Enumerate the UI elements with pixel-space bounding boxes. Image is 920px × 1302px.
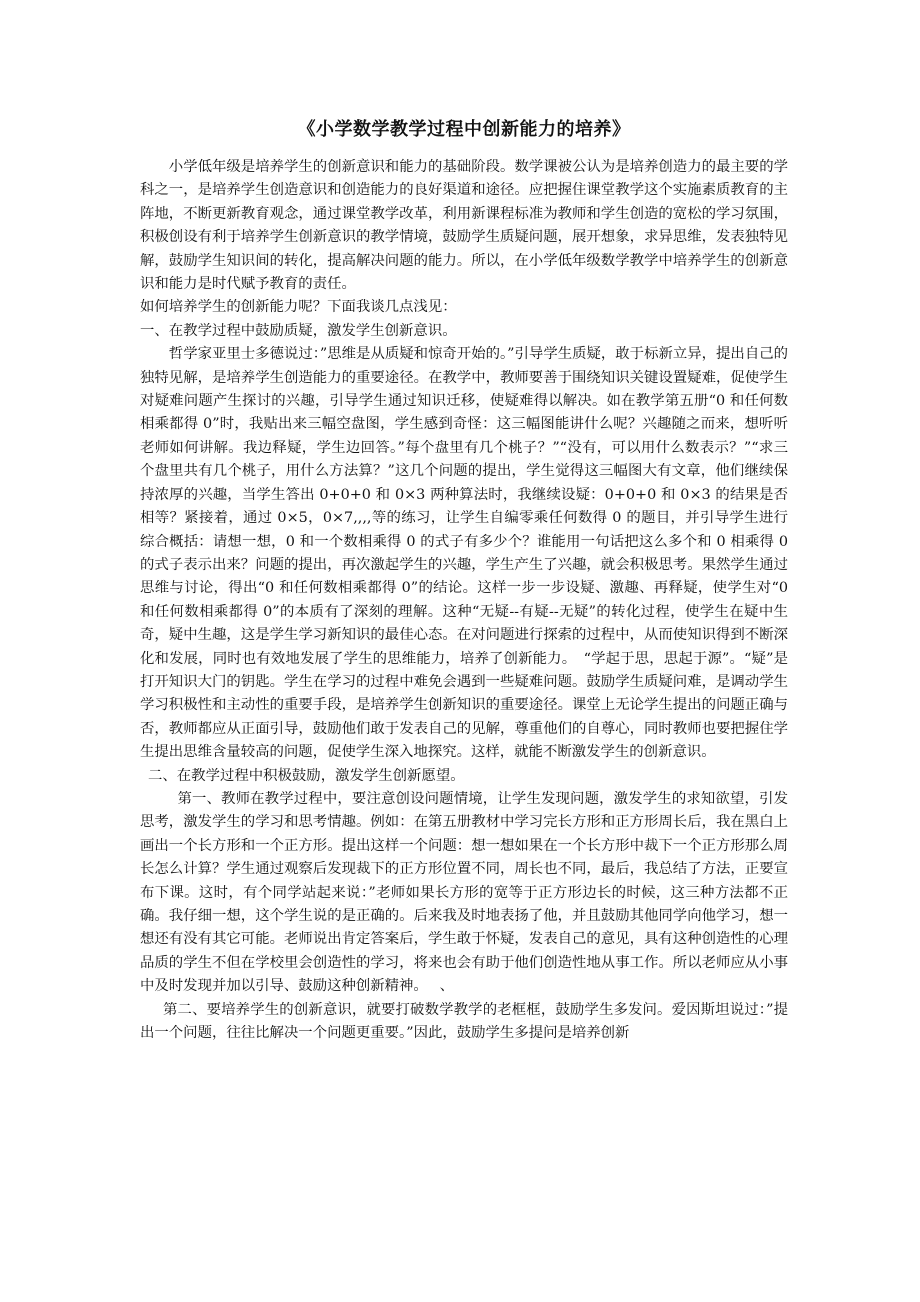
section-1-heading: 一、在教学过程中鼓励质疑，激发学生创新意识。 xyxy=(140,322,457,339)
section-2-paragraph-1: 第一、教师在教学过程中，要注意创设问题情境，让学生发现问题，激发学生的求知欲望，引发思考，激发学生的学习和思考情趣。例如：在第五册教材中学习完长方形和正方形周长后，我在黑白上画出一个长方形和一个正方形。提出这样一个问题：想一想如果在一个长方形中裁下一个正方形那么周长怎么计算？学生通过观察后发现裁下的正方形位置不同，周长也不同，最后，我总结了方法，正要宣布下课。这时，有个同学站起来说：”老师如果长方形的宽等于正方形边长的时候，这三种方法都不正确。我仔细一想，这个学生说的是正确的。后来我及时地表扬了他，并且鼓励其他同学向他学习，想一想还有没有其它可能。老师说出肯定答案后，学生敢于怀疑，发表自己的意见，具有这种创造性的心理品质的学生不但在学校里会创造性的学习，将来也会有助于他们创造性地从事工作。所以老师应从小事中及时发现并加以引导、鼓励这种创新精神。 、 xyxy=(140,790,788,995)
section-1-body: 哲学家亚里士多德说过：”思维是从质疑和惊奇开始的。”引导学生质疑，敢于标新立异，提出自己的独特见解，是培养学生创造能力的重要途径。在教学中，教师要善于围绕知识关键设置疑难，促使学生对疑难问题产生探讨的兴趣，引导学生通过知识迁移，使疑难得以解决。如在教学第五册“0 和任何数相乘都得 0”时，我贴出来三幅空盘图，学生感到奇怪：这三幅图能讲什么呢？兴趣随之而来，想听听老师如何讲解。我边释疑，学生边回答。”每个盘里有几个桃子？”“没有，可以用什么数表示？”“求三个盘里共有几个桃子，用什么方法算？”这几个问题的提出，学生觉得这三幅图大有文章，他们继续保持浓厚的兴趣，当学生答出 0+0+0 和 0×3 两种算法时，我继续设疑：0+0+0 和 0×3 的结果是否相等？紧接着，通过 0×5，0×7,,,,等的练习，让学生自编零乘任何数得 0 的题目，并引导学生进行综合概括：请想一想，0 和一个数相乘得 0 的式子有多少个？谁能用一句话把这么多个和 0 相乘得 0 的式子表示出来？问题的提出，再次激起学生的兴趣，学生产生了兴趣，就会积极思考。果然学生通过思维与讨论，得出“0 和任何数相乘都得 0”的结论。这样一步一步设疑、激趣、再释疑，使学生对“0 和任何数相乘都得 0”的本质有了深刻的理解。这种“无疑--有疑--无疑”的转化过程，使学生在疑中生奇，疑中生趣，这是学生学习新知识的最佳心态。在对问题进行探索的过程中，从而使知识得到不断深化和发展，同时也有效地发展了学生的思维能力，培养了创新能力。 “学起于思，思起于源”。“疑”是打开知识大门的钥匙。学生在学习的过程中难免会遇到一些疑难问题。鼓励学生质疑问难，是调动学生学习积极性和主动性的重要手段，是培养学生创新知识的重要途径。课堂上无论学生提出的问题正确与否，教师都应从正面引导，鼓励他们敢于发表自己的见解，尊重他们的自尊心，同时教师也要把握住学生提出思维含量较高的问题，促使学生深入地探究。这样，就能不断激发学生的创新意识。 xyxy=(140,346,788,761)
section-2-paragraph-2: 第二、要培养学生的创新意识，就要打破数学教学的老框框，鼓励学生多发问。爱因斯坦说过：”提出一个问题，往往比解决一个问题更重要。”因此，鼓励学生多提问是培养创新 xyxy=(140,1001,788,1042)
document-page xyxy=(140,118,788,1045)
section-2-heading: 二、在教学过程中积极鼓励，激发学生创新愿望。 xyxy=(148,767,465,784)
intro-question: 如何培养学生的创新能力呢？下面我谈几点浅见： xyxy=(140,299,457,316)
document-title: 《小学数学教学过程中创新能力的培养》 xyxy=(297,119,631,140)
intro-paragraph: 小学低年级是培养学生的创新意识和能力的基础阶段。数学课被公认为是培养创造力的最主要的学科之一，是培养学生创造意识和创造能力的良好渠道和途径。应把握住课堂教学这个实施素质教育的主阵地，不断更新教育观念，通过课堂教学改革，利用新课程标准为教师和学生创造的宽松的学习氛围，积极创设有利于培养学生创新意识的教学情境，鼓励学生质疑问题，展开想象，求异思维，发表独特见解，鼓励学生知识间的转化，提高解决问题的能力。所以，在小学低年级数学教学中培养学生的创新意识和能力是时代赋予教育的责任。 xyxy=(140,159,788,293)
